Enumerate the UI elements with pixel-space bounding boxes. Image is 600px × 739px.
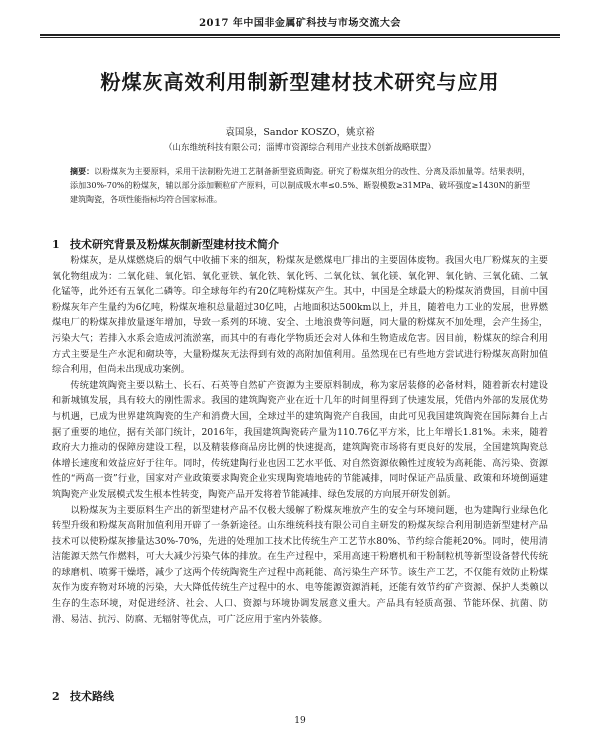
abstract-label: 摘要： [70, 166, 95, 176]
abstract [70, 164, 530, 207]
section-heading-2 [52, 688, 114, 704]
header-rule-thin [40, 37, 560, 38]
section-title: 技术路线 [70, 690, 114, 703]
paragraph: 传统建筑陶瓷主要以粘土、长石、石英等自然矿产资源为主要原料制成，称为家居装修的必备材料，随着新农村建设和新城镇发展，具有较大的刚性需求。我国的建筑陶瓷产业在近十几年的时间里得到了快速发展，凭借内外部的发展优势与机遇，已成为世界建筑陶瓷的生产和消费大国，全球过半的建筑陶瓷产自我国，由此可见我国建筑陶瓷在国际舞台上占据了重要的地位，据有关部门统计，2016年，我国建筑陶瓷砖产量为110.76亿平方米，比上年增长1.81%。未来，随着政府大力推动的保障房建设工程，以及精装修商品房比例的快速提高，建筑陶瓷市场将有更良好的发展，全国建筑陶瓷总体增长速度和效益应好于往年。同时，传统建陶行业也因工艺水平低、对自然资源依赖性过度较为高耗能、高污染、资源性的“两高一资”行业，国家对产业政策要求陶瓷企业实现陶瓷墙地砖的节能减排，同时保证产品质量、政策和环境倒逼建筑陶瓷产业发展模式发生根本性转变，陶瓷产品开发将着节能减排、绿色发展的方向展开研发创新。 [52, 379, 548, 500]
paragraph: 粉煤灰，是从煤燃烧后的烟气中收捕下来的细灰，粉煤灰是燃煤电厂排出的主要固体废物。我国火电厂粉煤灰的主要氧化物组成为：二氧化硅、氧化铝、氧化亚铁、氧化铁、氧化钙、二氧化钛、氧化镁、氧化钾、氧化钠、三氧化硫、二氧化锰等，此外还有五氧化二磷等。印全球每年约有20亿吨粉煤灰产生。其中，中国是全球最大的粉煤灰消费国，目前中国粉煤灰年产生量约为6亿吨，粉煤灰堆积总量超过30亿吨，占地面积达500km以上，并且，随着电力工业的发展，世界燃煤电厂的粉煤灰排放量逐年增加，导致一系列的环境、安全、土地浪费等问题，同大量的粉煤灰不加处理，会产生扬尘，污染大气；若排入水系会造成河流淤塞，而其中的有毒化学物质还会对人体和生物造成危害。因目前，粉煤灰的综合利用方式主要是生产水泥和砌块等，大量粉煤灰无法得到有效的高附加值利用。虽然现在已有些地方尝试进行粉煤灰高附加值综合利用，但尚未出现成功案例。 [52, 255, 548, 376]
affiliation: （山东维统科技有限公司；淄博市资源综合利用产业技术创新战略联盟） [163, 143, 436, 153]
paper-title: 粉煤灰高效利用制新型建材技术研究与应用 [100, 70, 500, 94]
authors: 袁国泉，Sandor KOSZO，姚京裕 [225, 127, 375, 138]
section-heading-1 [52, 236, 279, 252]
section-number: 1 [52, 238, 60, 251]
header-rule [40, 34, 560, 36]
section-number: 2 [52, 690, 60, 703]
running-header: 2017 年中国非金属矿科技与市场交流大会 [199, 18, 401, 29]
section-title: 技术研究背景及粉煤灰制新型建材技术简介 [70, 238, 279, 251]
page-number: 19 [294, 716, 306, 726]
body-text [52, 253, 548, 627]
abstract-text: 以粉煤灰为主要原料，采用干法制粉先进工艺制备新型瓷质陶瓷。研究了粉煤灰组分的改性、分离及添加量等。结果表明，添加30%-70%的粉煤灰，辅以部分添加颗粒矿产原料，可以制成吸水率≤0.5%、断裂模数≥31MPa、破坏强度≥1430N的新型建筑陶瓷，各项性能指标均符合国家标准。 [70, 167, 530, 204]
paragraph: 以粉煤灰为主要原料生产出的新型建材产品不仅极大缓解了粉煤灰堆放产生的安全与环境问题，也为建陶行业绿色化转型升级和粉煤灰高附加值利用开辟了一条新途径。山东维统科技有限公司自主研发的粉煤灰综合利用制造新型建材产品技术可以使粉煤灰掺量达30%-70%，先进的处理加工技术比传统生产工艺节水80%、节约综合能耗20%。同时，使用清洁能源天然气作燃料，可大大减少污染气体的排放。在生产过程中，采用高速干粉磨机和干粉制粒机等新型设备替代传统的球磨机、喷雾干燥塔，减少了这两个传统陶瓷生产过程中高耗能、高污染生产环节。该生产工艺，不仅能有效防止粉煤灰作为废弃物对环境的污染，大大降低传统生产过程中的水、电等能源资源消耗，还能有效节约矿产资源、保护人类赖以生存的生态环境，对促进经济、社会、人口、资源与环境协调发展意义重大。产品具有轻质高强、节能环保、抗菌、防滑、易洁、抗污、防腐、无辐射等优点，可广泛应用于室内外装修。 [52, 504, 548, 625]
